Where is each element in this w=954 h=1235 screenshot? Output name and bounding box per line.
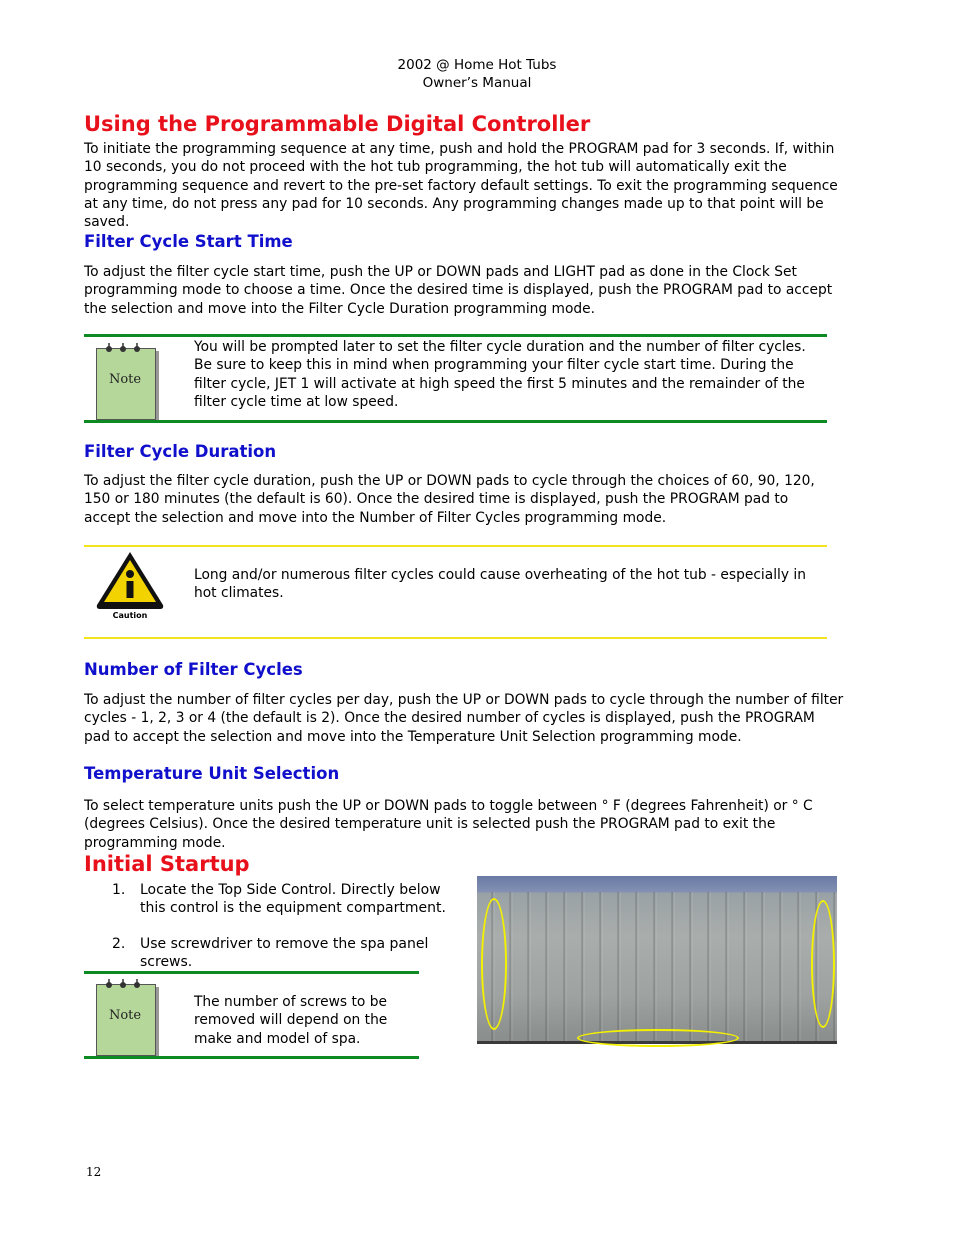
caution-rule-bottom [84,637,827,639]
note-icon-label: Note [108,372,142,387]
note-rule-top [84,334,827,337]
page-number: 12 [86,1165,102,1179]
note-icon [84,338,146,416]
header-subtitle: Owner’s Manual [422,75,532,91]
note-rings-icon [96,341,154,355]
subsection-body-num-cycles: To adjust the number of filter cycles per day, push the UP or DOWN pads to cycle through the number of filter cycles - 1, 2, 3 or 4 (the default is 2). Once the desired number of cycles is displayed, push the PROGRAM pad to accept the selection and move into the Temperature Unit Selection programming mode. [84,692,844,745]
spa-cover-edge [477,876,837,892]
spa-panel-photo [477,876,837,1044]
section-title-startup: Initial Startup [84,852,250,876]
caution-text: Long and/or numerous filter cycles could cause overheating of the hot tub - especially in hot climates. [194,567,807,602]
caution-icon-label: Caution [112,611,148,620]
section-title-controller: Using the Programmable Digital Controller [84,112,591,136]
subsection-title-num-cycles: Number of Filter Cycles [84,660,303,679]
list-item [112,935,462,970]
subsection-body-filter-start: To adjust the filter cycle start time, push the UP or DOWN pads and LIGHT pad as done in the Clock Set programming mode to choose a time. Once the desired time is displayed, push the PROGRAM pad to accept the selection and move into the Filter Cycle Duration programming mode. [84,264,833,317]
step-number: 1. [112,882,126,898]
note-rings-icon [96,977,154,991]
subsection-title-filter-duration: Filter Cycle Duration [84,442,277,461]
screw-highlight-left [481,898,507,1030]
list-item [112,881,462,935]
screw-highlight-right [811,900,835,1028]
note-icon [84,974,146,1052]
subsection-title-temp-unit: Temperature Unit Selection [84,764,340,783]
subsection-title-filter-start: Filter Cycle Start Time [84,232,293,251]
header-title: 2002 @ Home Hot Tubs [397,57,557,73]
subsection-body-filter-duration: To adjust the filter cycle duration, push the UP or DOWN pads to cycle through the choices of 60, 90, 120, 150 or 180 minutes (the default is 60). Once the desired time is displayed, push the PROGRAM pad to accept the selection and move into the Number of Filter Cycles programming mode. [84,473,815,526]
section-body-controller: To initiate the programming sequence at any time, push and hold the PROGRAM pad for 3 seconds. If, within 10 seconds, you do not proceed with the hot tub programming, the hot tub will automatically exit the programming sequence and revert to the pre-set factory default settings. To exit the programming sequence at any time, do not press any pad for 10 seconds. Any programming changes made up to that point will be saved. [84,141,838,231]
caution-rule-top [84,545,827,547]
startup-note-rule-bottom [84,1056,419,1059]
note-text-filter-start: You will be prompted later to set the filter cycle duration and the number of filter cycles. Be sure to keep this in mind when programming your filter cycle start time. During the filter cycle, JET 1 will activate at high speed the first 5 minutes and the remainder of the filter cycle time at low speed. [194,339,806,410]
warning-triangle-icon [92,549,168,613]
note-icon-label: Note [108,1008,142,1023]
screw-highlight-bottom [577,1029,739,1047]
subsection-body-temp-unit: To select temperature units push the UP or DOWN pads to toggle between ° F (degrees Fahrenheit) or ° C (degrees Celsius). Once the desired temperature unit is selected push the PROGRAM pad to exit the programming mode. [84,798,813,851]
startup-steps-list [112,881,462,970]
step-number: 2. [112,936,126,952]
note-rule-bottom [84,420,827,423]
caution-icon [92,549,168,625]
step-text: Use screwdriver to remove the spa panel screws. [140,936,429,970]
running-header [0,56,954,92]
note-text-startup: The number of screws to be removed will depend on the make and model of spa. [194,994,388,1047]
step-text: Locate the Top Side Control. Directly below this control is the equipment compartment. [140,882,446,916]
